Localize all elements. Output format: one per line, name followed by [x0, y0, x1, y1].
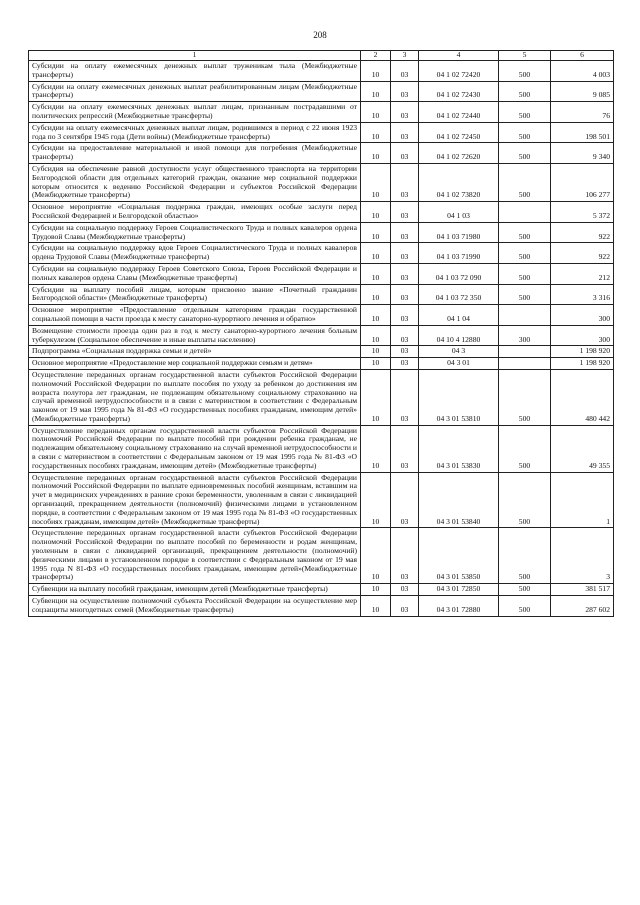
amount: 9 340	[551, 143, 614, 164]
page-number: 208	[313, 30, 327, 40]
budget-table	[28, 50, 614, 617]
amount: 49 355	[551, 425, 614, 472]
subsection-code: 03	[391, 369, 419, 425]
target-article-code: 04 1 02 72450	[419, 122, 499, 143]
target-article-code: 04 3 01 72850	[419, 584, 499, 596]
section-code: 10	[361, 222, 391, 243]
section-code: 10	[361, 122, 391, 143]
subsection-code: 03	[391, 325, 419, 346]
section-code: 10	[361, 358, 391, 370]
expense-type-code: 500	[499, 143, 551, 164]
expense-type-code: 500	[499, 222, 551, 243]
amount: 1 198 920	[551, 346, 614, 358]
expense-type-code: 500	[499, 369, 551, 425]
expense-type-code	[499, 305, 551, 326]
target-article-code: 04 1 03 71980	[419, 222, 499, 243]
section-code: 10	[361, 584, 391, 596]
subsection-code: 03	[391, 81, 419, 102]
table-row	[29, 425, 614, 472]
expense-type-code: 500	[499, 596, 551, 617]
section-code: 10	[361, 202, 391, 223]
subsection-code: 03	[391, 243, 419, 264]
row-description: Осуществление переданных органам государственной власти субъектов Российской Федерации полномочий Российской Федерации по выплате пособия по уходу за ребенком до достижения им возраста полутора лет гражданам, не подлежащим обязательному социальному страхованию на случай временной нетрудоспособности и в связи с материнством в соответствии с Федеральным законом от 19 мая 1995 года № 81-ФЗ «О государственных пособиях гражданам, имеющим детей» (Межбюджетные трансферты)	[29, 369, 361, 425]
subsection-code: 03	[391, 163, 419, 201]
target-article-code: 04 3 01 53850	[419, 528, 499, 584]
expense-type-code: 500	[499, 528, 551, 584]
amount: 76	[551, 102, 614, 123]
target-article-code: 04 3 01	[419, 358, 499, 370]
table-row	[29, 163, 614, 201]
row-description: Субсидии на выплату пособий лицам, которым присвоено звание «Почетный гражданин Белгородской области» (Межбюджетные трансферты)	[29, 284, 361, 305]
subsection-code: 03	[391, 284, 419, 305]
table-row	[29, 222, 614, 243]
section-code: 10	[361, 472, 391, 528]
table-row	[29, 369, 614, 425]
subsection-code: 03	[391, 596, 419, 617]
target-article-code: 04 1 03 72 350	[419, 284, 499, 305]
expense-type-code: 500	[499, 61, 551, 82]
expense-type-code: 500	[499, 243, 551, 264]
section-code: 10	[361, 325, 391, 346]
target-article-code: 04 10 4 12880	[419, 325, 499, 346]
section-code: 10	[361, 263, 391, 284]
section-code: 10	[361, 305, 391, 326]
column-header: 4	[419, 51, 499, 61]
table-row	[29, 81, 614, 102]
section-code: 10	[361, 369, 391, 425]
expense-type-code: 500	[499, 163, 551, 201]
subsection-code: 03	[391, 102, 419, 123]
expense-type-code: 500	[499, 425, 551, 472]
table-row	[29, 202, 614, 223]
subsection-code: 03	[391, 143, 419, 164]
section-code: 10	[361, 284, 391, 305]
table-row	[29, 122, 614, 143]
row-description: Субсидии на социальную поддержку Героев Социалистического Труда и полных кавалеров ордена Трудовой Славы (Межбюджетные трансферты)	[29, 222, 361, 243]
table-row	[29, 243, 614, 264]
row-description: Субсидии на социальную поддержку Героев Советского Союза, Героев Российской Федерации и полных кавалеров ордена Славы (Межбюджетные трансферты)	[29, 263, 361, 284]
row-description: Субсидии на оплату ежемесячных денежных выплат лицам, родившимся в период с 22 июня 1923 года по 3 сентября 1945 года (Дети войны) (Межбюджетные трансферты)	[29, 122, 361, 143]
amount: 9 085	[551, 81, 614, 102]
target-article-code: 04 1 02 72420	[419, 61, 499, 82]
column-header: 5	[499, 51, 551, 61]
subsection-code: 03	[391, 425, 419, 472]
subsection-code: 03	[391, 346, 419, 358]
table-row	[29, 143, 614, 164]
amount: 5 372	[551, 202, 614, 223]
row-description: Субсидии на предоставление материальной и иной помощи для погребения (Межбюджетные трансферты)	[29, 143, 361, 164]
target-article-code: 04 1 02 72440	[419, 102, 499, 123]
target-article-code: 04 3 01 53840	[419, 472, 499, 528]
row-description: Осуществление переданных органам государственной власти субъектов Российской Федерации полномочий Российской Федерации по выплате пособий по беременности и родам женщинам, уволенным в связи с ликвидацией организаций, прекращением деятельности (полномочий) физическими лицами в установленном порядке в соответствии с Федеральным законом от 19 мая 1995 года N 81-ФЗ «О государственных пособиях гражданам, имеющим детей»(Межбюджетные трансферты)	[29, 528, 361, 584]
table-row	[29, 305, 614, 326]
table-row	[29, 472, 614, 528]
row-description: Осуществление переданных органам государственной власти субъектов Российской Федерации полномочий Российской Федерации по выплате пособий при рождении ребенка гражданам, не подлежащим обязательному социальному страхованию на случай временной нетрудоспособности и в связи с материнством в соответствии с Федеральным законом от 19 мая 1995 года № 81-ФЗ «О государственных пособиях гражданам, имеющим детей» (Межбюджетные трансферты)	[29, 425, 361, 472]
subsection-code: 03	[391, 263, 419, 284]
section-code: 10	[361, 243, 391, 264]
amount: 922	[551, 222, 614, 243]
section-code: 10	[361, 143, 391, 164]
subsection-code: 03	[391, 472, 419, 528]
section-code: 10	[361, 528, 391, 584]
table-row	[29, 325, 614, 346]
row-description: Возмещение стоимости проезда один раз в год к месту санаторно-курортного лечения больным туберкулезом (Социальное обеспечение и иные выплаты населению)	[29, 325, 361, 346]
target-article-code: 04 1 03	[419, 202, 499, 223]
table-row	[29, 528, 614, 584]
expense-type-code: 500	[499, 122, 551, 143]
expense-type-code: 500	[499, 472, 551, 528]
subsection-code: 03	[391, 358, 419, 370]
amount: 106 277	[551, 163, 614, 201]
expense-type-code: 300	[499, 325, 551, 346]
column-header: 2	[361, 51, 391, 61]
expense-type-code: 500	[499, 102, 551, 123]
table-row	[29, 263, 614, 284]
row-description: Субсидия на обеспечение равной доступности услуг общественного транспорта на территории Белгородской области для отдельных категорий граждан, оказание мер социальной поддержки которым относится к ведению Российской Федерации и субъектов Российской Федерации (Межбюджетные трансферты)	[29, 163, 361, 201]
table-row	[29, 596, 614, 617]
amount: 3	[551, 528, 614, 584]
target-article-code: 04 1 03 72 090	[419, 263, 499, 284]
section-code: 10	[361, 596, 391, 617]
subsection-code: 03	[391, 122, 419, 143]
table-row	[29, 358, 614, 370]
section-code: 10	[361, 346, 391, 358]
subsection-code: 03	[391, 61, 419, 82]
row-description: Субвенции на выплату пособий гражданам, имеющим детей (Межбюджетные трансферты)	[29, 584, 361, 596]
subsection-code: 03	[391, 202, 419, 223]
amount: 3 316	[551, 284, 614, 305]
target-article-code: 04 1 02 72620	[419, 143, 499, 164]
row-description: Субсидии на социальную поддержку вдов Героев Социалистического Труда и полных кавалеров ордена Трудовой Славы (Межбюджетные трансферты)	[29, 243, 361, 264]
column-header: 1	[29, 51, 361, 61]
amount: 287 602	[551, 596, 614, 617]
target-article-code: 04 1 04	[419, 305, 499, 326]
table-header-row	[29, 51, 614, 61]
amount: 1 198 920	[551, 358, 614, 370]
expense-type-code	[499, 202, 551, 223]
row-description: Подпрограмма «Социальная поддержка семьи и детей»	[29, 346, 361, 358]
table-row	[29, 102, 614, 123]
subsection-code: 03	[391, 222, 419, 243]
amount: 1	[551, 472, 614, 528]
section-code: 10	[361, 81, 391, 102]
row-description: Основное мероприятие «Предоставление отдельным категориям граждан государственной социальной помощи в части проезда к месту санаторно-курортного лечения и обратно»	[29, 305, 361, 326]
target-article-code: 04 1 02 72430	[419, 81, 499, 102]
target-article-code: 04 3 01 72880	[419, 596, 499, 617]
amount: 480 442	[551, 369, 614, 425]
target-article-code: 04 3 01 53810	[419, 369, 499, 425]
row-description: Субсидии на оплату ежемесячных денежных выплат реабилитированным лицам (Межбюджетные трансферты)	[29, 81, 361, 102]
table-row	[29, 284, 614, 305]
target-article-code: 04 1 02 73820	[419, 163, 499, 201]
column-header: 6	[551, 51, 614, 61]
table-row	[29, 61, 614, 82]
target-article-code: 04 3	[419, 346, 499, 358]
row-description: Субвенции на осуществление полномочий субъекта Российской Федерации на осуществление мер соцзащиты многодетных семей (Межбюджетные трансферты)	[29, 596, 361, 617]
target-article-code: 04 1 03 71990	[419, 243, 499, 264]
expense-type-code: 500	[499, 263, 551, 284]
expense-type-code: 500	[499, 584, 551, 596]
expense-type-code	[499, 358, 551, 370]
target-article-code: 04 3 01 53830	[419, 425, 499, 472]
subsection-code: 03	[391, 305, 419, 326]
amount: 198 501	[551, 122, 614, 143]
section-code: 10	[361, 61, 391, 82]
amount: 212	[551, 263, 614, 284]
amount: 4 003	[551, 61, 614, 82]
amount: 300	[551, 325, 614, 346]
expense-type-code: 500	[499, 284, 551, 305]
row-description: Осуществление переданных органам государственной власти субъектов Российской Федерации полномочий Российской Федерации по выплате единовременных пособий женщинам, вставшим на учет в медицинских учреждениях в ранние сроки беременности, уволенным в связи с ликвидацией организаций, прекращением деятельности (полномочий) физическими лицами в установленном порядке, в соответствии с Федеральным законом от 19 мая 1995 года № 81-ФЗ «О государственных пособиях гражданам, имеющим детей» (Межбюджетные трансферты)	[29, 472, 361, 528]
expense-type-code: 500	[499, 81, 551, 102]
subsection-code: 03	[391, 584, 419, 596]
amount: 381 517	[551, 584, 614, 596]
row-description: Основное мероприятие «Предоставление мер социальной поддержки семьям и детям»	[29, 358, 361, 370]
section-code: 10	[361, 102, 391, 123]
row-description: Субсидии на оплату ежемесячных денежных выплат труженикам тыла (Межбюджетные трансферты)	[29, 61, 361, 82]
section-code: 10	[361, 163, 391, 201]
subsection-code: 03	[391, 528, 419, 584]
row-description: Субсидии на оплату ежемесячных денежных выплат лицам, признанным пострадавшими от политических репрессий (Межбюджетные трансферты)	[29, 102, 361, 123]
table-row	[29, 584, 614, 596]
table-row	[29, 346, 614, 358]
amount: 922	[551, 243, 614, 264]
column-header: 3	[391, 51, 419, 61]
expense-type-code	[499, 346, 551, 358]
row-description: Основное мероприятие «Социальная поддержка граждан, имеющих особые заслуги перед Российской Федерацией и Белгородской областью»	[29, 202, 361, 223]
amount: 300	[551, 305, 614, 326]
section-code: 10	[361, 425, 391, 472]
